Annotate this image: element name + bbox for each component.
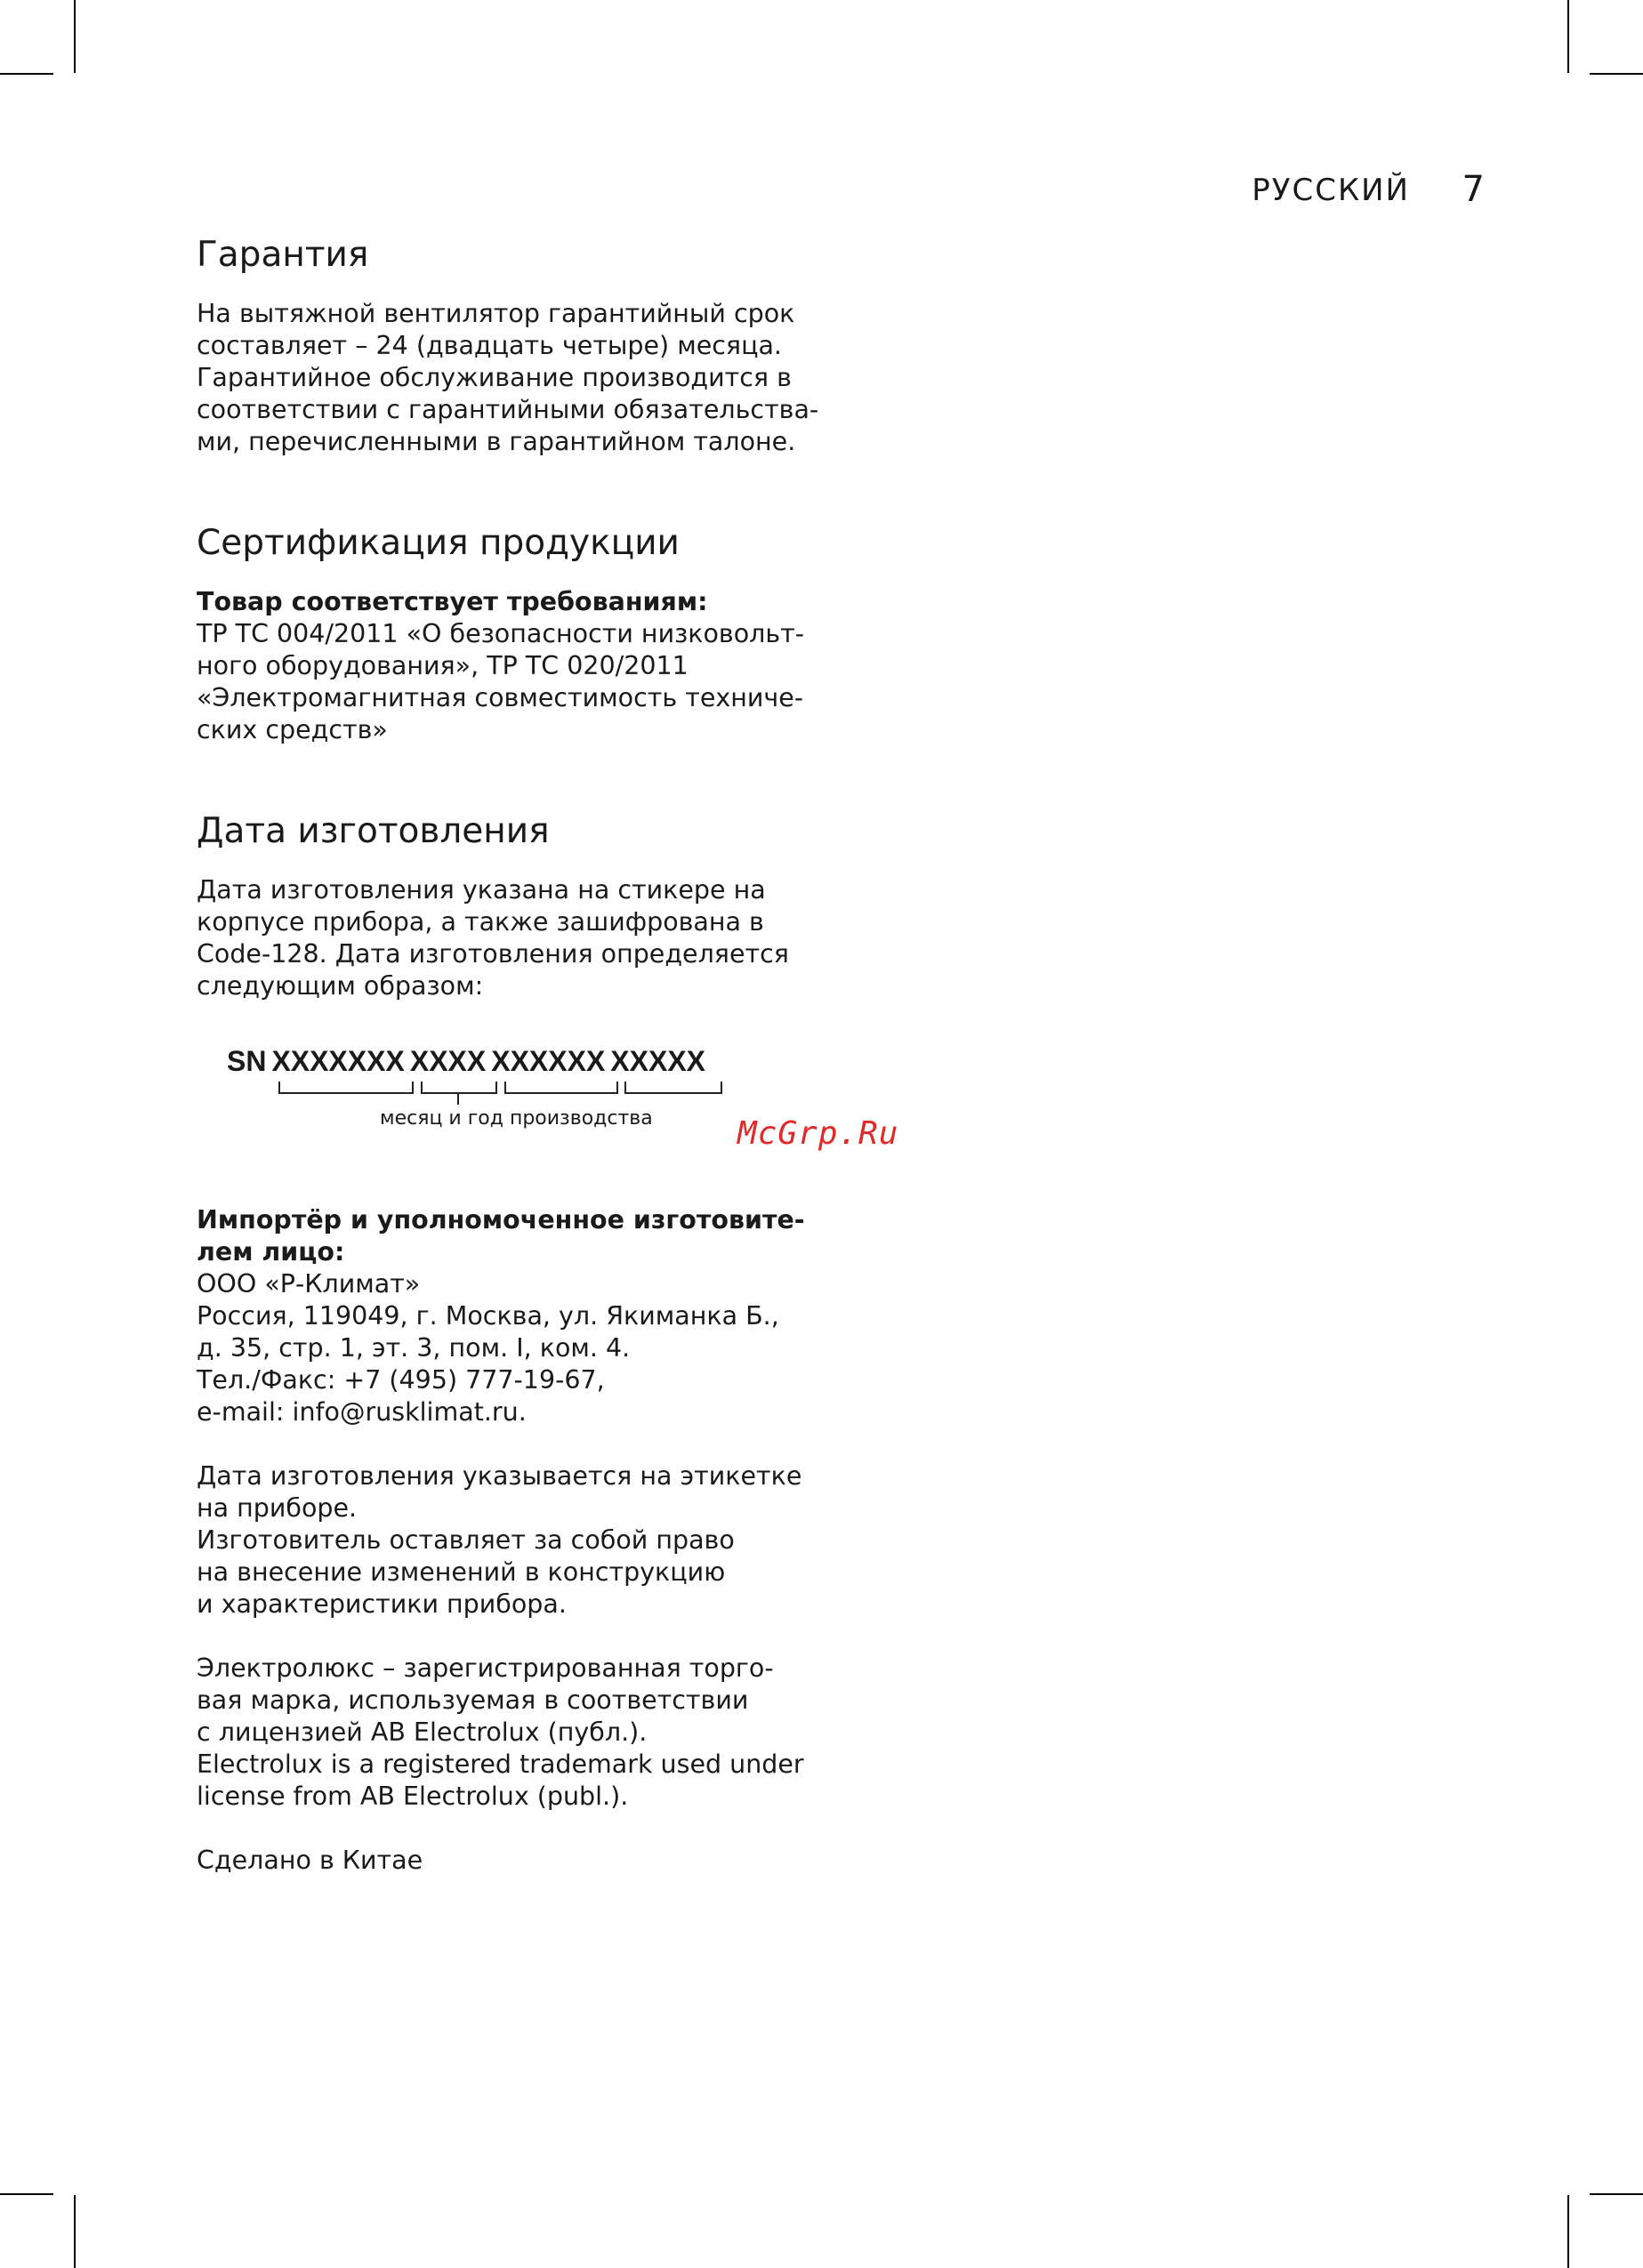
crop-mark-top-left-h [0, 73, 53, 75]
manufacture-date-title: Дата изготовления [197, 811, 550, 851]
trademark-section [197, 1653, 819, 1813]
warranty-section [197, 234, 819, 458]
trademark-text: Электролюкс – зарегистрированная торго- вая марка, используемая в соответствии с лицензией AB Electrolux (публ.). Electrolux is a registered trademark used under license from AB Electrolux (publ.). [197, 1653, 804, 1811]
importer-section [197, 1204, 819, 1428]
manufacture-date-section [197, 810, 819, 1002]
origin-text: Сделано в Китае [197, 1846, 423, 1875]
language-label: РУССКИЙ [1252, 173, 1410, 208]
manufacture-date-text: Дата изготовления указана на стикере на корпусе прибора, а также зашифрована в Code-128. Дата изготовления определяется следующим образом: [197, 875, 789, 1001]
crop-mark-top-left-v [74, 0, 76, 73]
serial-bracket-2 [421, 1082, 497, 1094]
serial-bracket-3 [504, 1082, 618, 1094]
warranty-title: Гарантия [197, 235, 369, 275]
serial-number-diagram [227, 1044, 778, 1133]
watermark: McGrp.Ru [737, 1115, 899, 1152]
crop-mark-top-right-h [1590, 73, 1643, 75]
certification-text: ТР ТС 004/2011 «О безопасности низковольт- ного оборудования», ТР ТС 020/2011 «Электромагнитная совместимость техниче- ских средств» [197, 619, 805, 744]
serial-bracket-4 [624, 1082, 722, 1094]
crop-mark-bottom-left-h [0, 2193, 53, 2195]
label-note-text: Дата изготовления указывается на этикетке на приборе. Изготовитель оставляет за собой право на внесение изменений в конструкцию и характеристики прибора. [197, 1461, 802, 1619]
certification-section [197, 522, 819, 746]
serial-group-1: XXXXXXX [271, 1045, 405, 1077]
crop-mark-top-right-v [1567, 0, 1569, 73]
warranty-text: На вытяжной вентилятор гарантийный срок составляет – 24 (двадцать четыре) месяца. Гарантийное обслуживание производится в соответствии с гарантийными обязательства- ми, перечисленными в гарантийном талоне. [197, 299, 819, 456]
crop-mark-bottom-left-v [74, 2195, 76, 2268]
serial-group-2: XXXX [409, 1045, 487, 1077]
crop-mark-bottom-right-v [1567, 2195, 1569, 2268]
page-header [1156, 169, 1490, 222]
serial-number-row [227, 1044, 711, 1078]
importer-text: ООО «Р-Климат» Россия, 119049, г. Москва, ул. Якиманка Б., д. 35, стр. 1, эт. 3, пом. I, ком. 4. Тел./Факс: +7 (495) 777-19-67, e-mail: info@rusklimat.ru. [197, 1269, 779, 1427]
serial-date-caption: месяц и год производства [380, 1107, 653, 1130]
serial-prefix: SN [227, 1045, 267, 1077]
importer-lead: Импортёр и уполномоченное изготовите- лем лицо: [197, 1205, 805, 1267]
certification-lead: Товар соответствует требованиям: [197, 587, 708, 616]
crop-mark-bottom-right-h [1590, 2193, 1643, 2195]
page-number: 7 [1462, 169, 1485, 210]
serial-bracket-1 [278, 1082, 414, 1094]
certification-title: Сертификация продукции [197, 523, 680, 563]
label-note-section [197, 1460, 819, 1621]
serial-date-pointer [457, 1094, 459, 1105]
serial-group-3: XXXXXX [491, 1045, 606, 1077]
origin-section [197, 1845, 819, 1877]
serial-group-4: XXXXX [610, 1045, 706, 1077]
